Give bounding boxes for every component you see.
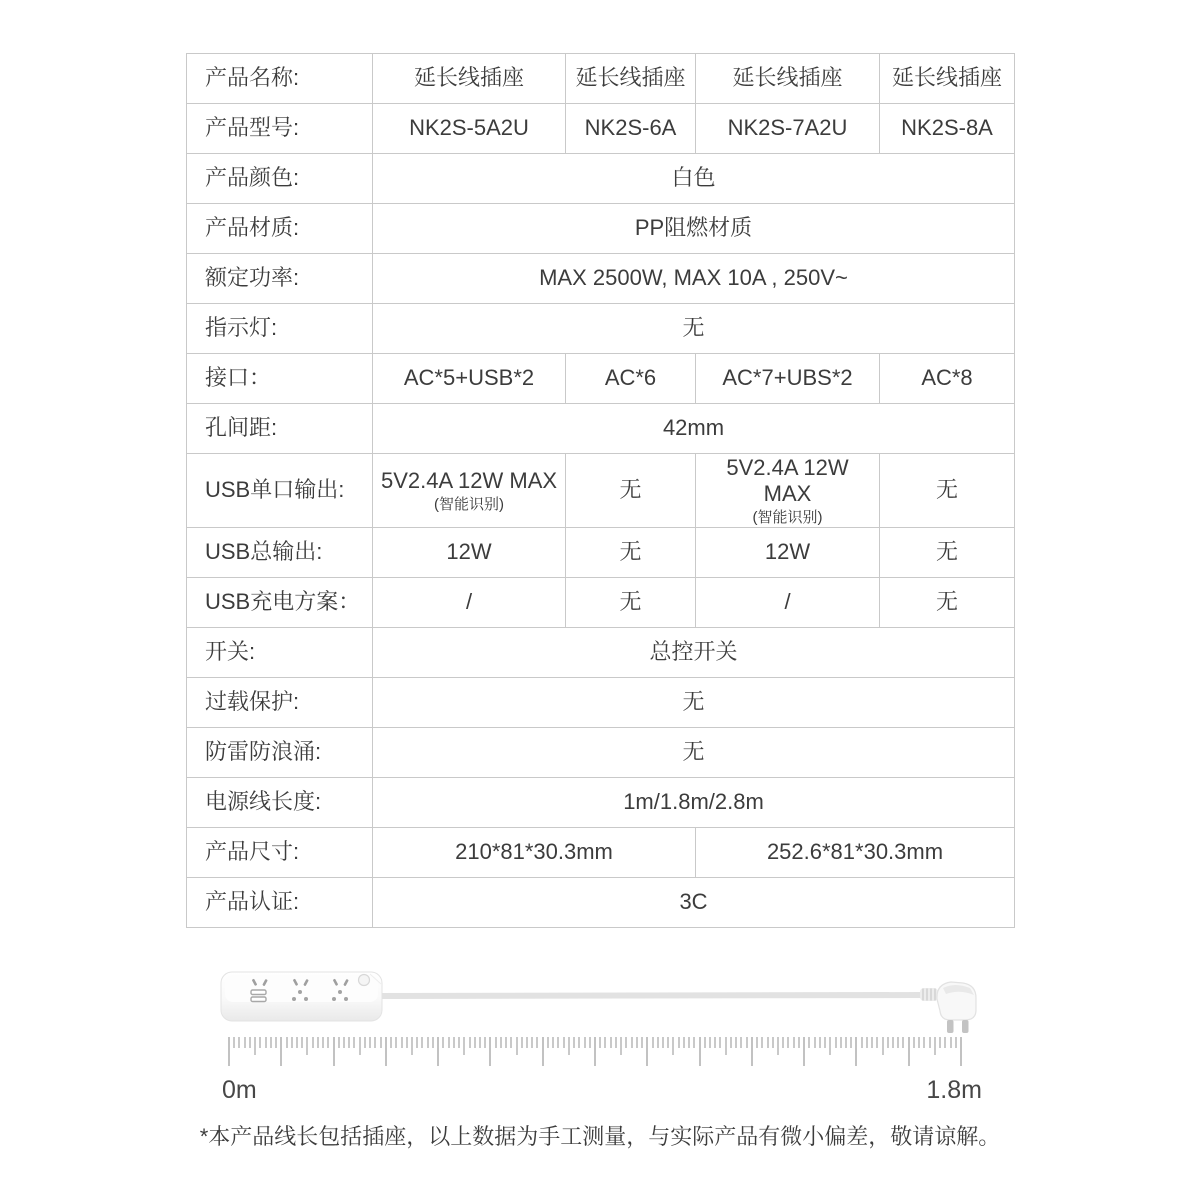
ruler-tick: [317, 1037, 319, 1048]
cell-text: 无: [935, 477, 958, 503]
ruler-tick: [563, 1037, 565, 1048]
ruler-tick: [557, 1037, 559, 1048]
cell: [566, 104, 696, 154]
ruler-tick: [756, 1037, 758, 1048]
ruler-tick: [829, 1037, 831, 1055]
ruler-tick: [897, 1037, 899, 1048]
cell-text: MAX 2500W, MAX 10A , 250V~: [539, 265, 848, 291]
cell: [880, 454, 1015, 528]
power-cord: [380, 995, 924, 996]
ruler-tick: [782, 1037, 784, 1048]
cell: [373, 878, 1015, 928]
ruler-tick: [871, 1037, 873, 1048]
ruler-tick: [939, 1037, 941, 1048]
ruler-tick: [599, 1037, 601, 1048]
cell: [566, 54, 696, 104]
ruler-tick: [683, 1037, 685, 1048]
ruler-tick: [955, 1037, 957, 1048]
ruler-tick: [688, 1037, 690, 1048]
plug-pin: [962, 1020, 969, 1033]
row-label: 开关:: [187, 628, 373, 678]
row-label: 额定功率:: [187, 254, 373, 304]
cell: [373, 204, 1015, 254]
switch-button: [359, 975, 370, 986]
row-label: 产品型号:: [187, 104, 373, 154]
cell: [373, 104, 566, 154]
cell: [373, 454, 566, 528]
ruler-end-label: 1.8m: [926, 1076, 982, 1104]
ruler-tick: [584, 1037, 586, 1048]
ruler-tick: [604, 1037, 606, 1048]
ruler-tick: [641, 1037, 643, 1048]
ruler-tick: [542, 1037, 544, 1066]
ruler-tick: [353, 1037, 355, 1048]
ruler-tick: [646, 1037, 648, 1066]
cell-text: 无: [935, 539, 958, 565]
cell-text: 12W: [764, 539, 811, 565]
ruler-tick: [787, 1037, 789, 1048]
cell: [880, 104, 1015, 154]
cell-text: /: [784, 589, 791, 615]
ruler-tick: [835, 1037, 837, 1048]
ruler-tick: [929, 1037, 931, 1048]
ruler-tick: [793, 1037, 795, 1048]
ruler-tick: [652, 1037, 654, 1048]
ruler-tick: [484, 1037, 486, 1048]
cell: [880, 528, 1015, 578]
ruler-tick: [333, 1037, 335, 1066]
row-label: USB总输出:: [187, 528, 373, 578]
ruler-tick: [469, 1037, 471, 1048]
row-label: 产品尺寸:: [187, 828, 373, 878]
ruler-tick: [819, 1037, 821, 1048]
cell: [696, 454, 880, 528]
ruler-tick: [882, 1037, 884, 1055]
table-row: [187, 454, 1015, 528]
cell-text: 252.6*81*30.3mm: [766, 839, 944, 865]
cord-strain-relief: [920, 988, 938, 1001]
cell-subtext: (智能识别): [434, 495, 504, 513]
cell-text: 延长线插座: [575, 65, 686, 91]
footnote: *本产品线长包括插座，以上数据为手工测量，与实际产品有微小偏差，敬请谅解。: [199, 1124, 1001, 1149]
ruler-tick: [489, 1037, 491, 1066]
ruler-tick: [892, 1037, 894, 1048]
ruler-tick: [751, 1037, 753, 1066]
ruler-tick: [657, 1037, 659, 1048]
cell-text: 3C: [679, 889, 708, 915]
ruler-tick: [259, 1037, 261, 1048]
cell: [373, 254, 1015, 304]
ruler-tick: [369, 1037, 371, 1048]
cell-text: 无: [619, 539, 642, 565]
cell-text: 无: [682, 315, 705, 341]
power-strip-illustration: [210, 958, 990, 1038]
ruler-tick: [808, 1037, 810, 1048]
ruler-tick: [479, 1037, 481, 1048]
cell: [696, 54, 880, 104]
spec-table: [186, 53, 1015, 928]
cell-text: 5V2.4A 12W MAX: [380, 468, 558, 494]
cell-text: AC*7+UBS*2: [722, 365, 853, 391]
ruler-tick: [719, 1037, 721, 1048]
ruler-tick: [458, 1037, 460, 1048]
ruler-tick: [777, 1037, 779, 1055]
cell: [373, 528, 566, 578]
row-label: 接口：: [187, 354, 373, 404]
cell-text: NK2S-8A: [901, 115, 993, 141]
ruler-tick: [845, 1037, 847, 1048]
table-row: [187, 254, 1015, 304]
ruler-tick: [228, 1037, 230, 1066]
ruler-tick: [824, 1037, 826, 1048]
ruler-tick: [709, 1037, 711, 1048]
ruler-tick: [913, 1037, 915, 1048]
ruler-tick: [725, 1037, 727, 1055]
ruler-tick: [411, 1037, 413, 1055]
cell-text: 无: [619, 477, 642, 503]
ruler-tick: [306, 1037, 308, 1055]
cell: [373, 304, 1015, 354]
ruler-tick: [437, 1037, 439, 1066]
row-label: 电源线长度:: [187, 778, 373, 828]
ruler-start-label: 0m: [222, 1076, 257, 1104]
cell-text: 无: [682, 689, 705, 715]
ruler-tick: [380, 1037, 382, 1048]
ruler-tick: [699, 1037, 701, 1066]
ruler-tick: [244, 1037, 246, 1048]
cell-text: 延长线插座: [891, 65, 1002, 91]
ruler-tick: [254, 1037, 256, 1055]
cell: [696, 578, 880, 628]
row-label: 产品材质:: [187, 204, 373, 254]
table-row: [187, 104, 1015, 154]
ruler-tick: [322, 1037, 324, 1048]
ruler-tick: [495, 1037, 497, 1048]
cell: [373, 628, 1015, 678]
ruler-tick: [526, 1037, 528, 1048]
ruler-tick: [453, 1037, 455, 1048]
ruler-tick: [359, 1037, 361, 1055]
table-row: [187, 778, 1015, 828]
ruler-tick: [348, 1037, 350, 1048]
table-row: [187, 154, 1015, 204]
cell: [373, 154, 1015, 204]
ruler-tick: [908, 1037, 910, 1066]
cell: [696, 528, 880, 578]
ruler-tick: [286, 1037, 288, 1048]
ruler-tick: [463, 1037, 465, 1055]
ruler-tick: [448, 1037, 450, 1048]
cell: [373, 678, 1015, 728]
table-row: [187, 578, 1015, 628]
ruler-tick: [338, 1037, 340, 1048]
ruler-tick: [887, 1037, 889, 1048]
ruler-tick: [578, 1037, 580, 1048]
ruler-tick: [390, 1037, 392, 1048]
ruler-tick: [740, 1037, 742, 1048]
cell: [373, 54, 566, 104]
ruler-tick: [421, 1037, 423, 1048]
cell: [566, 578, 696, 628]
ruler-tick: [531, 1037, 533, 1048]
ruler-tick: [573, 1037, 575, 1048]
cell-text: 无: [682, 739, 705, 765]
row-label: 指示灯:: [187, 304, 373, 354]
ruler-tick: [636, 1037, 638, 1048]
ruler-tick: [610, 1037, 612, 1048]
ruler-tick: [521, 1037, 523, 1048]
ruler-tick: [275, 1037, 277, 1048]
ruler-tick: [427, 1037, 429, 1048]
ruler-tick: [291, 1037, 293, 1048]
cell: [566, 354, 696, 404]
ruler-tick: [678, 1037, 680, 1048]
ruler-tick: [761, 1037, 763, 1048]
cell-subtext: (智能识别): [752, 508, 823, 526]
row-label: 产品颜色:: [187, 154, 373, 204]
ruler-tick: [510, 1037, 512, 1048]
ruler-tick: [902, 1037, 904, 1048]
ruler-tick: [672, 1037, 674, 1055]
ruler-tick: [631, 1037, 633, 1048]
cell: [696, 828, 1015, 878]
ruler-tick: [944, 1037, 946, 1048]
cell-text: 210*81*30.3mm: [455, 839, 613, 865]
ruler-tick: [395, 1037, 397, 1048]
ruler-tick: [505, 1037, 507, 1048]
ruler-tick: [667, 1037, 669, 1048]
ruler-tick: [270, 1037, 272, 1048]
ruler-tick: [850, 1037, 852, 1048]
cell-text: 1m/1.8m/2.8m: [623, 789, 764, 815]
cell-text: /: [465, 589, 473, 615]
ruler-tick: [233, 1037, 235, 1048]
cell-text: 5V2.4A 12W MAX: [726, 454, 849, 507]
ruler-tick: [536, 1037, 538, 1048]
cell-text: AC*5+USB*2: [403, 365, 535, 391]
row-label: USB充电方案：: [187, 578, 373, 628]
ruler-tick: [432, 1037, 434, 1048]
power-strip-body: [221, 972, 382, 1021]
ruler-tick: [615, 1037, 617, 1048]
ruler-tick: [374, 1037, 376, 1048]
cell: [373, 778, 1015, 828]
cell-text: 无: [619, 589, 642, 615]
cell: [373, 828, 696, 878]
ruler-tick: [693, 1037, 695, 1048]
ruler-tick: [746, 1037, 748, 1048]
cell-text: NK2S-7A2U: [727, 115, 848, 141]
table-row: [187, 204, 1015, 254]
ruler-tick: [876, 1037, 878, 1048]
ruler-tick: [735, 1037, 737, 1048]
cell: [566, 528, 696, 578]
ruler-tick: [803, 1037, 805, 1066]
cell-text: 无: [935, 589, 958, 615]
ruler-tick: [416, 1037, 418, 1048]
ruler-tick: [516, 1037, 518, 1055]
cell: [373, 404, 1015, 454]
ruler-tick: [730, 1037, 732, 1048]
ruler-tick: [662, 1037, 664, 1048]
power-plug: [937, 982, 976, 1033]
ruler-tick: [923, 1037, 925, 1048]
ruler-tick: [855, 1037, 857, 1066]
cell-text: AC*6: [604, 365, 657, 391]
ruler-tick: [960, 1037, 962, 1066]
ruler-tick: [934, 1037, 936, 1055]
ruler-tick: [918, 1037, 920, 1048]
cell-text: AC*8: [921, 365, 973, 391]
ruler-labels: [222, 1076, 982, 1105]
ruler-tick: [500, 1037, 502, 1048]
cell: [373, 354, 566, 404]
row-label: 产品认证:: [187, 878, 373, 928]
cell-text: 42mm: [662, 415, 725, 441]
ruler-tick: [620, 1037, 622, 1055]
cell: [566, 454, 696, 528]
ruler-tick: [327, 1037, 329, 1048]
ruler-tick: [343, 1037, 345, 1048]
ruler-tick: [296, 1037, 298, 1048]
ruler: [228, 1037, 962, 1067]
ruler-tick: [552, 1037, 554, 1048]
cell-text: 延长线插座: [732, 65, 843, 91]
ruler-tick: [238, 1037, 240, 1048]
plug-pin: [947, 1020, 954, 1033]
cell: [696, 104, 880, 154]
cell-text: NK2S-5A2U: [409, 115, 529, 141]
table-row: [187, 528, 1015, 578]
ruler-tick: [594, 1037, 596, 1066]
ruler-tick: [401, 1037, 403, 1048]
ruler-tick: [704, 1037, 706, 1048]
ruler-tick: [814, 1037, 816, 1048]
cell: [880, 578, 1015, 628]
ruler-tick: [861, 1037, 863, 1048]
cell: [696, 354, 880, 404]
spec-table-body: [187, 54, 1015, 928]
ruler-tick: [312, 1037, 314, 1048]
ruler-tick: [474, 1037, 476, 1048]
cell-text: NK2S-6A: [584, 115, 677, 141]
ruler-tick: [442, 1037, 444, 1048]
table-row: [187, 628, 1015, 678]
cell: [880, 354, 1015, 404]
cell-text: PP阻燃材质: [634, 215, 753, 241]
ruler-tick: [249, 1037, 251, 1048]
ruler-tick: [568, 1037, 570, 1055]
ruler-tick: [385, 1037, 387, 1066]
row-label: 产品名称:: [187, 54, 373, 104]
cell-text: 延长线插座: [413, 65, 524, 91]
cell: [373, 578, 566, 628]
ruler-tick: [625, 1037, 627, 1048]
ruler-tick: [798, 1037, 800, 1048]
row-label: 防雷防浪涌:: [187, 728, 373, 778]
table-row: [187, 354, 1015, 404]
ruler-tick: [406, 1037, 408, 1048]
ruler-tick: [772, 1037, 774, 1048]
table-row: [187, 728, 1015, 778]
cell-text: 白色: [671, 165, 716, 191]
row-label: 过载保护:: [187, 678, 373, 728]
cell-text: 总控开关: [649, 639, 738, 665]
ruler-tick: [364, 1037, 366, 1048]
ruler-tick: [547, 1037, 549, 1048]
ruler-tick: [301, 1037, 303, 1048]
ruler-tick: [840, 1037, 842, 1048]
table-row: [187, 304, 1015, 354]
cell: [373, 728, 1015, 778]
table-row: [187, 878, 1015, 928]
ruler-tick: [265, 1037, 267, 1048]
ruler-tick: [866, 1037, 868, 1048]
ruler-tick: [280, 1037, 282, 1066]
row-label: 孔间距:: [187, 404, 373, 454]
table-row: [187, 828, 1015, 878]
ruler-tick: [950, 1037, 952, 1048]
row-label: USB单口输出:: [187, 454, 373, 528]
ruler-tick: [714, 1037, 716, 1048]
cell: [880, 54, 1015, 104]
cell-text: 12W: [446, 539, 492, 565]
table-row: [187, 404, 1015, 454]
table-row: [187, 54, 1015, 104]
ruler-tick: [589, 1037, 591, 1048]
table-row: [187, 678, 1015, 728]
ruler-tick: [767, 1037, 769, 1048]
